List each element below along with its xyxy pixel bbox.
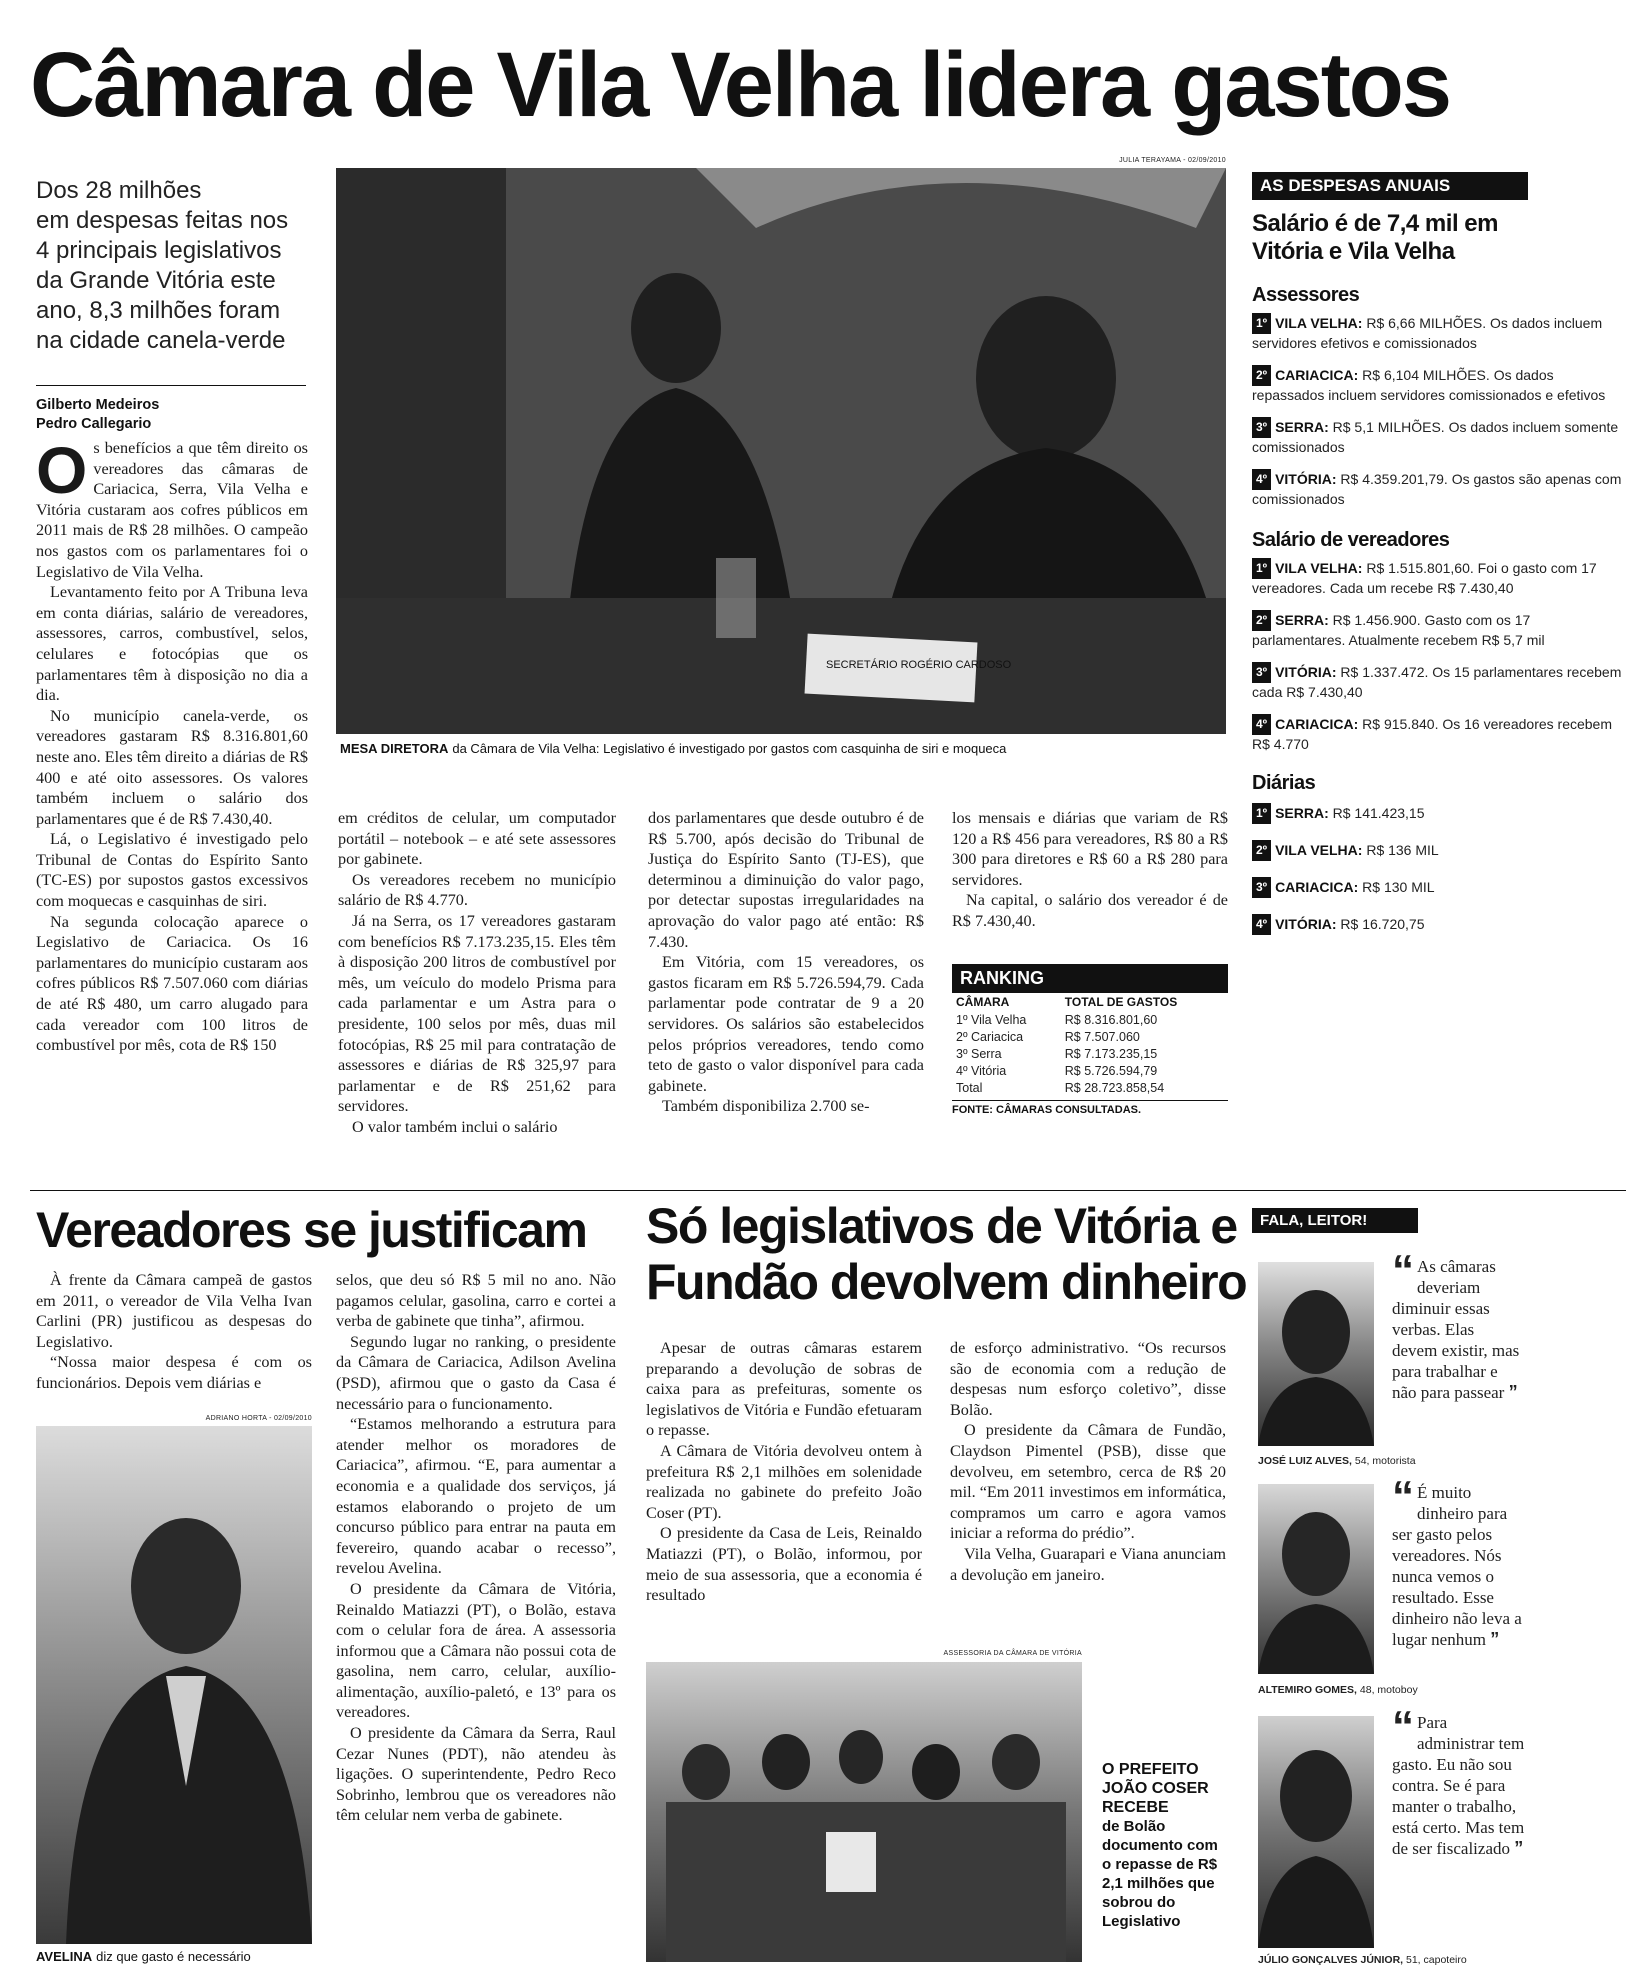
paragraph: O presidente da Câmara de Fundão, Claydson Pimentel (PSB), disse que devolveu, em setembro, cerca de R$ 20 mil. “Em 2011 investimos em informática, compramos um carro e agora vamos iniciar a reforma do prédio”. xyxy=(950,1421,1226,1543)
item-value: R$ 6,66 MILHÕES. xyxy=(1366,315,1487,331)
ranking-table xyxy=(952,993,1228,1096)
reader-quote xyxy=(1392,1702,1528,1859)
photo-illustration xyxy=(1258,1262,1374,1446)
photo-illustration xyxy=(1258,1484,1374,1674)
table-row xyxy=(952,1079,1228,1096)
item-name: CARIACICA: xyxy=(1275,716,1359,732)
person-name: JOSÉ LUIZ ALVES, xyxy=(1258,1455,1352,1467)
deck-line: da Grande Vitória este xyxy=(36,267,276,294)
byline: Gilberto Medeiros xyxy=(36,397,160,413)
section-title: Diárias xyxy=(1252,772,1316,794)
quote-close-icon: ” xyxy=(1508,1382,1518,1402)
item-value: R$ 1.337.472. xyxy=(1340,664,1429,680)
ranking-cell: R$ 28.723.858,54 xyxy=(1064,1080,1165,1095)
ranking-cell: R$ 8.316.801,60 xyxy=(1064,1012,1158,1027)
ranking-cell: R$ 5.726.594,79 xyxy=(1064,1063,1158,1078)
divider xyxy=(952,1100,1228,1101)
reader-name xyxy=(1258,1455,1618,1467)
story-column-4 xyxy=(952,808,1228,932)
paragraph: s benefícios a que têm direito os vereadores das câmaras de Cariacica, Serra, Vila Velha e Vitória custaram aos cofres públicos em 2011 mais de R$ 28 milhões. O campeão nos gastos com os parlamentares foi o Legislativo de Vila Velha. xyxy=(36,439,308,581)
paragraph: “Nossa maior despesa é com os funcionários. Depois vem diárias e xyxy=(36,1353,312,1392)
rank-badge: 4º xyxy=(1252,914,1271,935)
table-row xyxy=(952,1045,1228,1062)
main-headline: Câmara de Vila Velha lidera gastos xyxy=(30,34,1451,136)
rank-badge: 3º xyxy=(1252,877,1271,898)
quote-open-icon: “ xyxy=(1392,1702,1414,1751)
item-value: R$ 141.423,15 xyxy=(1332,805,1425,821)
item-name: SERRA: xyxy=(1275,419,1329,435)
item-value: R$ 1.456.900. xyxy=(1332,612,1421,628)
list-item xyxy=(1252,469,1622,509)
item-name: SERRA: xyxy=(1275,612,1329,628)
list-item xyxy=(1252,714,1622,754)
paragraph: Lá, o Legislativo é investigado pelo Tribunal de Contas do Espírito Santo (TC-ES) por supostos gastos excessivos com moquecas e casquinhas de siri. xyxy=(36,830,308,911)
story2-column-2 xyxy=(336,1270,616,1826)
nameplate-text: SECRETÁRIO ROGÉRIO CARDOSO xyxy=(826,659,1012,671)
item-note: Os gastos são apenas com comissionados xyxy=(1252,471,1622,507)
byline: Pedro Callegario xyxy=(36,416,152,432)
deck xyxy=(36,176,306,356)
ranking-header: TOTAL DE GASTOS xyxy=(1064,995,1178,1009)
photo-illustration xyxy=(1258,1716,1374,1948)
item-value: R$ 915.840. xyxy=(1362,716,1439,732)
quote-text: Para administrar tem gasto. Eu não sou contra. Se é para manter o trabalho, está certo. Mas tem de ser fiscalizado xyxy=(1392,1713,1525,1858)
story3-column-2 xyxy=(950,1338,1226,1585)
deck-line: em despesas feitas nos xyxy=(36,207,289,234)
paragraph: Levantamento feito por A Tribuna leva em conta diárias, salário de vereadores, assessores, carros, combustível, selos, celulares e fotocópias que os parlamentares têm à disposição no dia a dia. xyxy=(36,583,308,705)
list-item xyxy=(1252,877,1622,898)
list-item xyxy=(1252,417,1622,457)
paragraph: À frente da Câmara campeã de gastos em 2011, o vereador de Vila Velha Ivan Carlini (PR) justificou as despesas do Legislativo. xyxy=(36,1271,312,1351)
rank-badge: 3º xyxy=(1252,417,1271,438)
dropcap: O xyxy=(36,433,88,507)
list-item xyxy=(1252,365,1622,405)
reader-photo xyxy=(1258,1262,1374,1446)
item-name: VITÓRIA: xyxy=(1275,471,1337,487)
item-value: R$ 1.515.801,60. xyxy=(1366,560,1474,576)
item-note: Gasto com os 17 parlamentares. Atualmente recebem R$ 5,7 mil xyxy=(1252,612,1545,648)
item-note: Os 15 parlamentares recebem cada R$ 7.430,40 xyxy=(1252,664,1622,700)
ranking-cell: 2º Cariacica xyxy=(956,1029,1024,1044)
sidebar-title: AS DESPESAS ANUAIS xyxy=(1252,172,1528,200)
caption-text: diz que gasto é necessário xyxy=(96,1949,251,1964)
ranking-cell: R$ 7.507.060 xyxy=(1064,1029,1140,1044)
item-name: VITÓRIA: xyxy=(1275,664,1337,680)
ranking-title: RANKING xyxy=(952,964,1228,993)
list-item xyxy=(1252,662,1622,702)
leitor-box xyxy=(1252,1208,1624,1233)
item-name: SERRA: xyxy=(1275,805,1329,821)
item-value: R$ 6,104 MILHÕES. xyxy=(1362,367,1490,383)
paragraph: selos, que deu só R$ 5 mil no ano. Não pagamos celular, gasolina, carro e cortei a verba de gabinete que tinha”, afirmou. xyxy=(336,1271,616,1331)
ranking-cell: R$ 7.173.235,15 xyxy=(1064,1046,1158,1061)
photo-credit: ASSESSORIA DA CÂMARA DE VITÓRIA xyxy=(943,1650,1082,1657)
caption-lead: MESA DIRETORA xyxy=(340,741,449,756)
person-name: JÚLIO GONÇALVES JÚNIOR, xyxy=(1258,1954,1404,1966)
photo-illustration xyxy=(646,1662,1082,1962)
item-note: Os dados incluem somente comissionados xyxy=(1252,419,1619,455)
item-name: VILA VELHA: xyxy=(1275,842,1363,858)
ranking-box xyxy=(952,964,1228,1116)
photo-caption xyxy=(36,1948,336,1966)
paragraph: A Câmara de Vitória devolveu ontem à prefeitura R$ 2,1 milhões em solenidade realizada no gabinete do prefeito João Coser (PT). xyxy=(646,1441,922,1522)
reader-quote xyxy=(1392,1472,1522,1650)
paragraph: Em Vitória, com 15 vereadores, os gastos ficaram em R$ 5.726.594,79. Cada parlamentar pode contratar de 9 a 20 servidores. Os salários são estabelecidos pelos próprios vereadores, tendo como teto de gasto o valor disponível para cada gabinete. xyxy=(648,953,924,1095)
deck-line: ano, 8,3 milhões foram xyxy=(36,297,281,324)
paragraph: dos parlamentares que desde outubro é de R$ 5.700, após decisão do Tribunal de Justiça do Espírito Santo (TJ-ES), que determinou a diminuição do valor pago, por detectar supostas irregularidades na aprovação do valor pago até então: R$ 7.430. xyxy=(648,809,924,951)
reader-photo xyxy=(1258,1716,1374,1948)
item-name: VITÓRIA: xyxy=(1275,916,1337,932)
list-item xyxy=(1252,610,1622,650)
rank-badge: 1º xyxy=(1252,313,1271,334)
reader-name xyxy=(1258,1954,1628,1966)
section-divider xyxy=(30,1190,1626,1191)
quote-text: As câmaras deveriam diminuir essas verbas. Elas devem existir, mas para trabalhar e não para passear xyxy=(1392,1257,1520,1402)
item-note: Foi o gasto com 17 vereadores. Cada um recebe R$ 7.430,40 xyxy=(1252,560,1597,596)
list-item xyxy=(1252,914,1622,935)
person-info: 51, capoteiro xyxy=(1406,1954,1467,1966)
paragraph: Na segunda colocação aparece o Legislativo de Cariacica. Os 16 parlamentares do município custaram aos cofres públicos R$ 7.507.060 com diárias de até R$ 480, um carro alugado para cada vereador com 100 litros de combustível por mês, cota de R$ 150 xyxy=(36,912,308,1055)
item-value: R$ 5,1 MILHÕES. xyxy=(1332,419,1445,435)
item-value: R$ 16.720,75 xyxy=(1340,916,1425,932)
item-name: VILA VELHA: xyxy=(1275,560,1363,576)
caption-text: de Bolão documento com o repasse de R$ 2,1 milhões que sobrou do Legislativo xyxy=(1102,1818,1218,1930)
paragraph: Vila Velha, Guarapari e Viana anunciam a devolução em janeiro. xyxy=(950,1544,1226,1584)
section-title: Salário de vereadores xyxy=(1252,529,1450,551)
paragraph: Segundo lugar no ranking, o presidente da Câmara de Cariacica, Adilson Avelina (PSD), afirmou que o gasto da Casa é necessário para o funcionamento. xyxy=(336,1332,616,1413)
reader-photo xyxy=(1258,1484,1374,1674)
leitor-title: FALA, LEITOR! xyxy=(1252,1208,1418,1233)
item-note: Os 16 vereadores recebem R$ 4.770 xyxy=(1252,716,1612,752)
reader-name xyxy=(1258,1684,1618,1696)
person-info: 54, motorista xyxy=(1354,1455,1416,1467)
person-name: ALTEMIRO GOMES, xyxy=(1258,1684,1357,1696)
reader-quote xyxy=(1392,1246,1522,1403)
paragraph: O presidente da Casa de Leis, Reinaldo Matiazzi (PT), o Bolão, informou, por meio de sua assessoria, que a economia é resultado xyxy=(646,1524,922,1605)
paragraph: “Estamos melhorando a estrutura para atender melhor os moradores de Cariacica”, afirmou. “E, para aumentar a economia e a qualidade dos serviços, já estamos elaborando o projeto de um concurso público para entrar na pauta em fevereiro, quando acabar o recesso”, revelou Avelina. xyxy=(336,1415,616,1578)
caption-lead: AVELINA xyxy=(36,1949,93,1964)
ranking-header-row xyxy=(952,993,1228,1011)
rank-badge: 4º xyxy=(1252,469,1271,490)
list-item xyxy=(1252,803,1622,824)
quote-close-icon: ” xyxy=(1514,1838,1524,1858)
rank-badge: 3º xyxy=(1252,662,1271,683)
ranking-cell: 3º Serra xyxy=(956,1046,1002,1061)
rank-badge: 4º xyxy=(1252,714,1271,735)
rank-badge: 2º xyxy=(1252,365,1271,386)
story2-column-1 xyxy=(36,1270,312,1394)
paragraph: los mensais e diárias que variam de R$ 120 a R$ 456 para vereadores, R$ 80 a R$ 300 para diretores e R$ 60 a R$ 280 para servidores. xyxy=(952,809,1228,889)
paragraph: Já na Serra, os 17 vereadores gastaram com benefícios R$ 7.173.235,15. Eles têm à disposição 200 litros de combustível por mês, um veículo do modelo Prisma para cada parlamentar e um Astra para o presidente, 100 selos por mês, duas mil fotocópias, R$ 25 mil para contratação de assessores e diárias de R$ 325,97 para parlamentar e de R$ 251,62 para servidores. xyxy=(338,911,616,1116)
photo-caption xyxy=(340,740,1230,758)
story-column-1 xyxy=(36,433,308,1056)
quote-open-icon: “ xyxy=(1392,1246,1414,1295)
sidebar xyxy=(1252,172,1622,935)
paragraph: O valor também inclui o salário xyxy=(352,1117,558,1136)
person-info: 48, motoboy xyxy=(1359,1684,1418,1696)
coser-photo xyxy=(646,1662,1082,1962)
photo-credit: JULIA TERAYAMA - 02/09/2010 xyxy=(1119,157,1226,164)
item-name: CARIACICA: xyxy=(1275,879,1359,895)
item-name: VILA VELHA: xyxy=(1275,315,1363,331)
table-row xyxy=(952,1062,1228,1079)
rank-badge: 2º xyxy=(1252,610,1271,631)
ranking-cell: Total xyxy=(956,1080,983,1095)
ranking-cell: 4º Vitória xyxy=(956,1063,1007,1078)
item-note: Os dados incluem servidores efetivos e comissionados xyxy=(1252,315,1603,351)
deck-line: 4 principais legislativos xyxy=(36,237,282,264)
table-row xyxy=(952,1011,1228,1028)
item-note: Os dados repassados incluem servidores comissionados e efetivos xyxy=(1252,367,1606,403)
photo-illustration xyxy=(36,1426,312,1944)
paragraph: O presidente da Câmara da Serra, Raul Cezar Nunes (PDT), não atendeu às ligações. O superintendente, Pedro Reco Sobrinho, lembrou que os vereadores não têm celular nem verba de gabinete. xyxy=(336,1724,616,1825)
story3-column-1 xyxy=(646,1338,922,1606)
paragraph: No município canela-verde, os vereadores gastaram R$ 8.316.801,60 neste ano. Eles têm direito a diárias de R$ 400 e até oito assessores. Os valores também incluem o salário dos parlamentares que é de R$ 7.430,40. xyxy=(36,706,308,828)
photo-credit: ADRIANO HORTA - 02/09/2010 xyxy=(205,1415,312,1422)
list-item xyxy=(1252,558,1622,598)
story2-headline: Vereadores se justificam xyxy=(36,1202,587,1258)
story3-headline xyxy=(646,1198,1246,1310)
deck-line: Dos 28 milhões xyxy=(36,177,202,204)
paragraph: em créditos de celular, um computador portátil – notebook – e até sete assessores por gabinete. xyxy=(338,809,616,869)
caption-lead: O PREFEITO JOÃO COSER RECEBE xyxy=(1102,1761,1209,1816)
story-column-2 xyxy=(338,808,616,1138)
headline-line: Só legislativos de Vitória e xyxy=(646,1198,1237,1254)
list-item xyxy=(1252,840,1622,861)
story-column-3 xyxy=(648,808,924,1117)
paragraph: O presidente da Câmara de Vitória, Reinaldo Matiazzi (PT), o Bolão, estava com o celular fora de área. A assessoria informou que a Câmara não possui cota de gasolina, nem carro, celular, auxílio-alimentação, auxílio-paletó, e 13º para os vereadores. xyxy=(336,1579,616,1722)
story3-caption xyxy=(1102,1760,1230,1931)
ranking-source: FONTE: CÂMARAS CONSULTADAS. xyxy=(952,1104,1142,1116)
paragraph: Os vereadores recebem no município salário de R$ 4.770. xyxy=(338,870,616,910)
rank-badge: 1º xyxy=(1252,558,1271,579)
caption-text: da Câmara de Vila Velha: Legislativo é investigado por gastos com casquinha de siri e moqueca xyxy=(452,741,1007,756)
quote-open-icon: “ xyxy=(1392,1472,1414,1521)
paragraph: Também disponibiliza 2.700 se- xyxy=(662,1097,870,1116)
rank-badge: 2º xyxy=(1252,840,1271,861)
paragraph: de esforço administrativo. “Os recursos são de economia com a redução de despesas num esforço coletivo”, disse Bolão. xyxy=(950,1339,1226,1419)
item-value: R$ 130 MIL xyxy=(1362,879,1435,895)
headline-line: Fundão devolvem dinheiro xyxy=(646,1254,1247,1310)
bylines xyxy=(36,396,159,434)
ranking-cell: 1º Vila Velha xyxy=(956,1012,1027,1027)
quote-close-icon: ” xyxy=(1490,1629,1500,1649)
deck-line: na cidade canela-verde xyxy=(36,327,286,354)
item-value: R$ 4.359.201,79. xyxy=(1340,471,1448,487)
table-row xyxy=(952,1028,1228,1045)
item-name: CARIACICA: xyxy=(1275,367,1359,383)
section-title: Assessores xyxy=(1252,284,1360,306)
item-value: R$ 136 MIL xyxy=(1366,842,1439,858)
paragraph: Apesar de outras câmaras estarem preparando a devolução de sobras de caixa para as prefeituras, somente os legislativos de Vitória e Fundão efetuaram o repasse. xyxy=(646,1339,922,1440)
list-item xyxy=(1252,313,1622,353)
avelina-photo xyxy=(36,1426,312,1944)
sidebar-headline: Salário é de 7,4 mil em Vitória e Vila Velha xyxy=(1252,210,1498,265)
ranking-header: CÂMARA xyxy=(956,995,1010,1009)
rank-badge: 1º xyxy=(1252,803,1271,824)
photo-illustration xyxy=(336,168,1226,734)
divider xyxy=(36,385,306,386)
quote-text: É muito dinheiro para ser gasto pelos vereadores. Nós nunca vemos o resultado. Esse dinheiro não leva a lugar nenhum xyxy=(1392,1483,1522,1649)
main-photo xyxy=(336,168,1226,734)
paragraph: Na capital, o salário dos vereador é de R$ 7.430,40. xyxy=(952,891,1228,930)
